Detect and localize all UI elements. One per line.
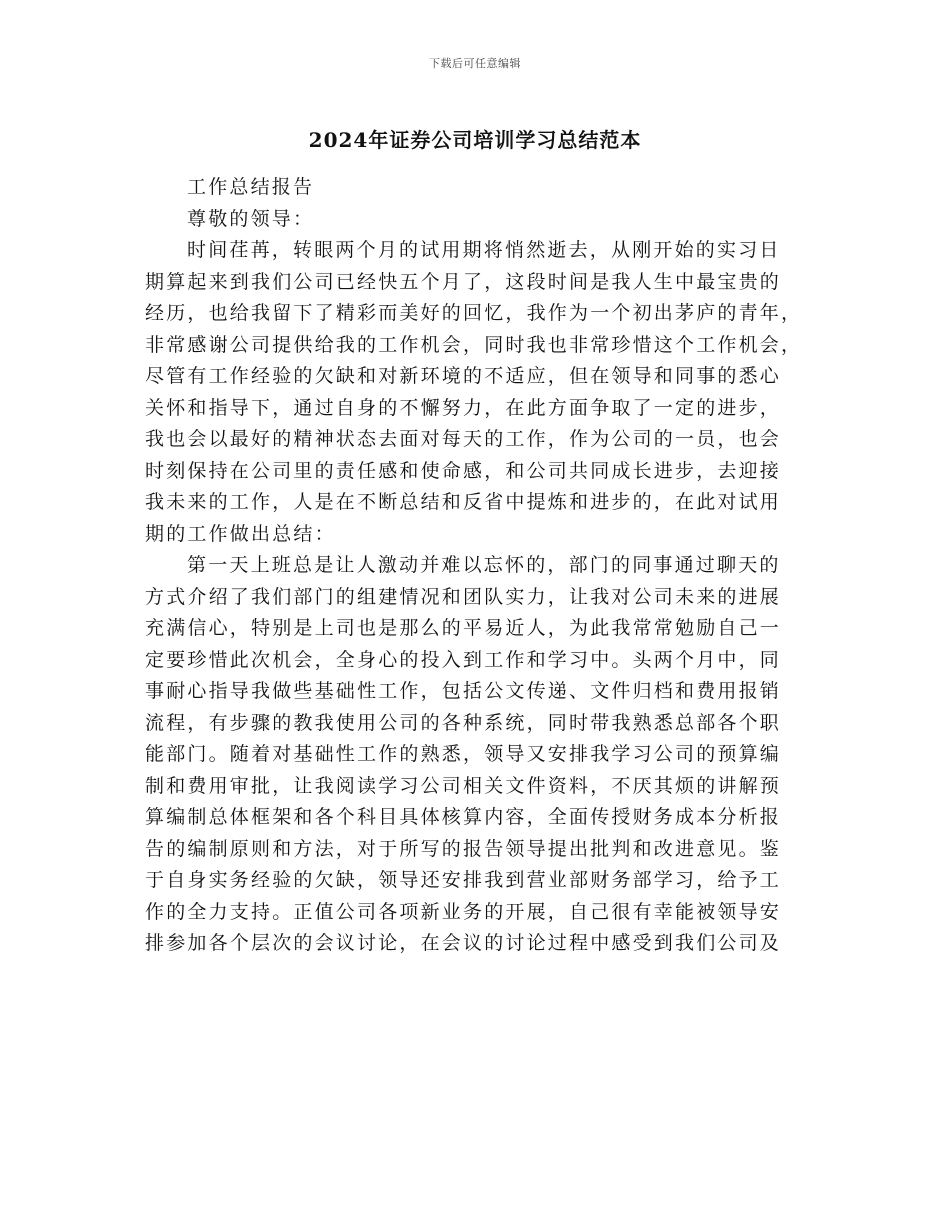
body-line: 告的编制原则和方法，对于所写的报告领导提出批判和改进意见。鉴 xyxy=(145,837,782,860)
body-line: 定要珍惜此次机会，全身心的投入到工作和学习中。头两个月中，同 xyxy=(145,648,782,671)
body-line: 时刻保持在公司里的责任感和使命感，和公司共同成长进步，去迎接 xyxy=(145,459,782,482)
body-line: 排参加各个层次的会议讨论，在会议的讨论过程中感受到我们公司及 xyxy=(145,932,782,954)
body-line: 非常感谢公司提供给我的工作机会，同时我也非常珍惜这个工作机会， xyxy=(145,333,803,356)
body-line: 作的全力支持。正值公司各项新业务的开展，自己很有幸能被领导安 xyxy=(145,900,782,923)
body-line: 经历，也给我留下了精彩而美好的回忆，我作为一个初出茅庐的青年， xyxy=(145,302,803,324)
body-line: 流程，有步骤的教我使用公司的各种系统，同时带我熟悉总部各个职 xyxy=(145,711,782,734)
body-line: 尽管有工作经验的欠缺和对新环境的不适应，但在领导和同事的悉心 xyxy=(145,365,782,387)
body-line: 第一天上班总是让人激动并难以忘怀的，部门的同事通过聊天的 xyxy=(187,554,781,576)
header-note: 下载后可任意编辑 xyxy=(429,57,521,70)
body-line: 算编制总体框架和各个科目具体核算内容，全面传授财务成本分析报 xyxy=(145,806,782,828)
body-line: 工作总结报告 xyxy=(187,176,315,198)
body-line: 尊敬的领导： xyxy=(187,207,315,230)
body-line: 期的工作做出总结： xyxy=(145,522,336,545)
body-line: 充满信心，特别是上司也是那么的平易近人，为此我常常勉励自己一 xyxy=(145,617,782,639)
body-line: 制和费用审批，让我阅读学习公司相关文件资料，不厌其烦的讲解预 xyxy=(145,774,782,797)
body-line: 时间荏苒，转眼两个月的试用期将悄然逝去，从刚开始的实习日 xyxy=(187,239,781,261)
body-line: 我也会以最好的精神状态去面对每天的工作，作为公司的一员，也会 xyxy=(145,428,782,450)
body-line: 方式介绍了我们部门的组建情况和团队实力，让我对公司未来的进展 xyxy=(145,585,782,608)
body-line: 关怀和指导下，通过自身的不懈努力，在此方面争取了一定的进步， xyxy=(145,396,782,419)
document-title: 2024年证券公司培训学习总结范本 xyxy=(308,128,642,152)
body-line: 能部门。随着对基础性工作的熟悉，领导又安排我学习公司的预算编 xyxy=(145,743,782,765)
body-line: 期算起来到我们公司已经快五个月了，这段时间是我人生中最宝贵的 xyxy=(145,270,782,293)
document-body xyxy=(145,172,817,960)
body-line: 事耐心指导我做些基础性工作，包括公文传递、文件归档和费用报销 xyxy=(145,680,782,702)
body-line: 于自身实务经验的欠缺，领导还安排我到营业部财务部学习，给予工 xyxy=(145,869,782,891)
body-line: 我未来的工作，人是在不断总结和反省中提炼和进步的，在此对试用 xyxy=(145,491,782,513)
